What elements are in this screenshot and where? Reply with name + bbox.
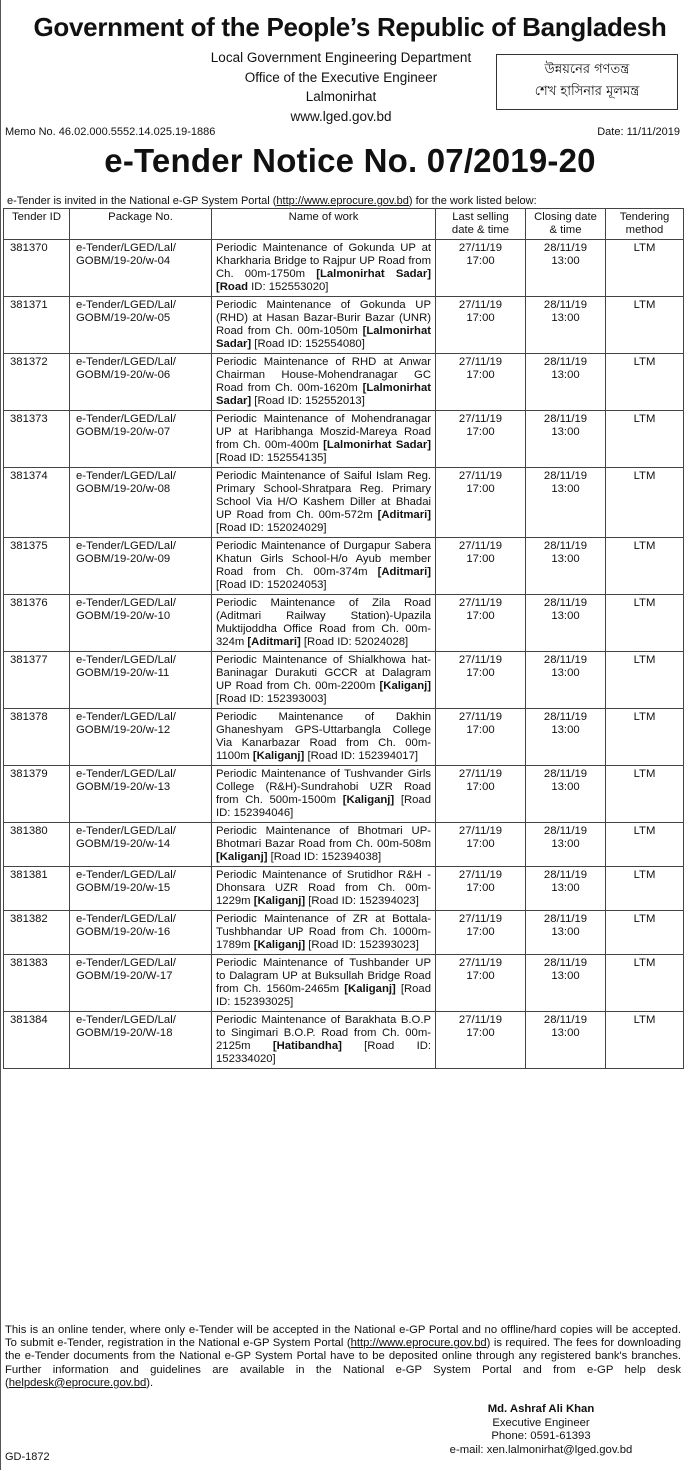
package-no [70,538,212,595]
table-row [4,823,684,867]
tender-method: LTM [606,468,684,538]
office-website: www.lged.gov.bd [290,108,392,124]
last-selling [436,1012,526,1069]
signatory-email: e-mail: xen.lalmonirhat@lged.gov.bd [449,1443,633,1456]
work-road-id: [Road ID: 152393023] [305,939,419,951]
work-name [212,297,436,354]
package-no [70,297,212,354]
last-selling-time: 17:00 [466,1027,495,1039]
table-row [4,911,684,955]
last-selling-date: 27/11/19 [458,654,503,666]
package-line-1: e-Tender/LGED/Lal/ [76,957,176,969]
closing-time: 13:00 [551,926,580,938]
package-line-1: e-Tender/LGED/Lal/ [76,470,176,482]
package-line-2: GOBM/19-20/w-05 [76,312,171,324]
slogan-line-1: উন্নয়নের গণতন্ত্র [544,62,630,77]
tender-method: LTM [606,955,684,1012]
closing [526,911,606,955]
last-selling-time: 17:00 [466,553,495,565]
intro-after: ) for the work listed below: [408,195,537,207]
work-name [212,1012,436,1069]
work-text: Periodic Maintenance of Durgapur Sabera Khatun Girls School-H/o Ayub member Road from Ch. 00m-374m [216,540,431,578]
last-selling-time: 17:00 [466,926,495,938]
closing [526,766,606,823]
col-work-name: Name of work [212,209,436,240]
last-selling [436,538,526,595]
last-selling-date: 27/11/19 [458,540,503,552]
tender-method: LTM [606,538,684,595]
col-closing: Closing date & time [526,209,606,240]
work-road-id: [Road ID: 152394017] [304,750,418,762]
footer-part-1: This is an online tender, where only e-Tender will be accepted in the National e-GP Portal and no offline/hard copies will be accepted. To submit e-Tender, registration in the National e-GP System Portal ( [5,1324,681,1350]
tender-id: 381375 [4,538,70,595]
work-upazila: [Kaliganj] [216,851,268,863]
tender-id: 381378 [4,709,70,766]
work-text: Periodic Maintenance of Barakhata B.O.P to Singimari B.O.P. Road from Ch. 00m-2125m [216,1014,431,1052]
last-selling-date: 27/11/19 [458,299,503,311]
tender-table [3,208,684,1069]
tender-method: LTM [606,354,684,411]
last-selling-time: 17:00 [466,426,495,438]
package-line-2: GOBM/19-20/w-10 [76,610,171,622]
last-selling-time: 17:00 [466,781,495,793]
package-line-1: e-Tender/LGED/Lal/ [76,540,176,552]
tender-id: 381377 [4,652,70,709]
work-road-id: [Road ID: 52024028] [300,636,409,648]
tender-method: LTM [606,595,684,652]
closing-date: 28/11/19 [543,957,588,969]
last-selling [436,595,526,652]
package-line-2: GOBM/19-20/w-14 [76,838,171,850]
work-name [212,595,436,652]
work-upazila: [Kaliganj] [344,983,396,995]
col-package-no: Package No. [70,209,212,240]
last-selling [436,297,526,354]
package-line-2: GOBM/19-20/W-18 [76,1027,173,1039]
last-selling [436,867,526,911]
work-upazila: [Kaliganj] [253,939,306,951]
work-road-id: [Road ID: 152024053] [216,579,327,591]
last-selling-time: 17:00 [466,724,495,736]
tender-id: 381372 [4,354,70,411]
work-upazila: [Kaliganj] [253,895,306,907]
work-upazila: [Lalmonirhat Sadar] [216,382,431,407]
tender-id: 381373 [4,411,70,468]
slogan-box [496,54,678,110]
table-row [4,1012,684,1069]
table-row [4,867,684,911]
notice-date: Date: 11/11/2019 [597,126,680,138]
table-row [4,709,684,766]
closing [526,652,606,709]
tender-id: 381383 [4,955,70,1012]
tender-id: 381370 [4,240,70,297]
work-name [212,468,436,538]
package-line-2: GOBM/19-20/w-11 [76,667,170,679]
closing-time: 13:00 [551,667,580,679]
closing [526,411,606,468]
package-line-2: GOBM/19-20/w-07 [76,426,171,438]
work-text: Periodic Maintenance of Tushvander Girls College (R&H)-Sundrahobi UZR Road from Ch. 500m-1500m [216,768,431,806]
intro-before: e-Tender is invited in the National e-GP System Portal ( [7,195,277,207]
slogan-line-2: শেখ হাসিনার মূলমন্ত্র [534,84,640,99]
closing-time: 13:00 [551,882,580,894]
work-text: Periodic Maintenance of Dakhin Ghaneshyam GPS-Uttarbangla College Via Kanarbazar Road from Ch. 00m-1100m [216,711,431,762]
department-name: Local Government Engineering Department [210,50,472,65]
package-no [70,867,212,911]
closing-time: 13:00 [551,838,580,850]
closing-time: 13:00 [551,970,580,982]
work-name [212,411,436,468]
work-upazila: [Aditmari] [377,566,431,578]
work-upazila: [Kaliganj] [342,794,395,806]
helpdesk-email-link[interactable]: helpdesk@eprocure.gov.bd [8,1376,147,1389]
last-selling-date: 27/11/19 [458,957,503,969]
closing [526,823,606,867]
tender-id: 381382 [4,911,70,955]
tender-id: 381379 [4,766,70,823]
work-text: Periodic Maintenance of Tushbander UP to Dalagram UP at Buksullah Bridge Road from Ch. 1560m-2465m [216,957,431,995]
work-road-id: [Road ID: 152554080] [251,338,365,350]
work-road-id: ID: 152553020] [248,281,329,293]
work-road-id: [Road ID: 152552013] [251,395,365,407]
memo-number: Memo No. 46.02.000.5552.14.025.19-1886 [5,126,216,138]
closing [526,595,606,652]
work-name [212,867,436,911]
table-row [4,652,684,709]
closing-time: 13:00 [551,781,580,793]
closing-date: 28/11/19 [543,768,588,780]
tender-method: LTM [606,652,684,709]
last-selling-date: 27/11/19 [458,1014,503,1026]
last-selling-date: 27/11/19 [458,711,503,723]
package-no [70,240,212,297]
package-line-2: GOBM/19-20/w-16 [76,926,171,938]
package-line-1: e-Tender/LGED/Lal/ [76,1014,176,1026]
last-selling-date: 27/11/19 [458,825,503,837]
closing-date: 28/11/19 [543,597,588,609]
tender-rows [4,240,684,1069]
package-line-1: e-Tender/LGED/Lal/ [76,825,176,837]
closing-date: 28/11/19 [543,242,588,254]
last-selling-date: 27/11/19 [458,869,503,881]
footer-text [5,1324,681,1390]
last-selling-time: 17:00 [466,369,495,381]
package-line-1: e-Tender/LGED/Lal/ [76,768,176,780]
signatory-phone: Phone: 0591-61393 [491,1430,591,1442]
package-line-1: e-Tender/LGED/Lal/ [76,654,176,666]
gd-number: GD-1872 [5,1451,50,1463]
last-selling-date: 27/11/19 [458,356,503,368]
package-no [70,709,212,766]
closing-time: 13:00 [551,724,580,736]
table-row [4,766,684,823]
work-text: Periodic Maintenance of Shialkhowa hat-Baninagar Durakuti GCCR at Dalagram UP Road from Ch. 00m-2200m [216,654,431,692]
office-name: Office of the Executive Engineer [244,69,438,85]
work-upazila: [Hatibandha] [272,1040,342,1052]
work-road-id: [Road ID: 152554135] [216,452,327,464]
package-no [70,411,212,468]
last-selling-time: 17:00 [466,610,495,622]
work-upazila: [Aditmari] [377,509,431,521]
closing-time: 13:00 [551,553,580,565]
footer-part-3: ). [146,1376,154,1389]
work-name [212,823,436,867]
eprocure-link[interactable]: http://www.eprocure.gov.bd [276,195,409,207]
work-text: Periodic Maintenance of Gokunda UP (RHD) at Hasan Bazar-Burir Bazar (UNR) Road from Ch. 00m-1050m [216,299,431,337]
tender-id: 381371 [4,297,70,354]
table-row [4,538,684,595]
closing [526,867,606,911]
package-no [70,766,212,823]
last-selling-time: 17:00 [466,667,495,679]
package-line-2: GOBM/19-20/w-09 [76,553,171,565]
col-last-selling: Last selling date & time [436,209,526,240]
intro-text [7,195,537,207]
last-selling [436,911,526,955]
tender-method: LTM [606,823,684,867]
closing-time: 13:00 [551,1027,580,1039]
package-line-2: GOBM/19-20/w-04 [76,255,171,267]
last-selling [436,823,526,867]
closing-date: 28/11/19 [543,356,588,368]
work-text: Periodic Maintenance of Gokunda UP at Kharkharia Bridge to Rajpur UP Road from Ch. 00m-1750m [216,242,431,280]
work-road-id: [Road ID: 152024029] [216,522,327,534]
work-name [212,955,436,1012]
last-selling-date: 27/11/19 [458,597,503,609]
closing-time: 13:00 [551,483,580,495]
signatory-name: Md. Ashraf Ali Khan [487,1403,595,1415]
last-selling-date: 27/11/19 [458,413,503,425]
package-line-2: GOBM/19-20/w-13 [76,781,171,793]
work-name [212,766,436,823]
tender-method: LTM [606,766,684,823]
last-selling [436,955,526,1012]
office-block [161,48,521,126]
package-no [70,1012,212,1069]
last-selling [436,411,526,468]
notice-title: e-Tender Notice No. 07/2019-20 [104,142,596,179]
table-row [4,297,684,354]
table-header-row [4,209,684,240]
closing [526,955,606,1012]
last-selling-date: 27/11/19 [458,242,503,254]
last-selling [436,652,526,709]
footer-eprocure-link[interactable]: http://www.eprocure.gov.bd [350,1337,487,1350]
package-line-1: e-Tender/LGED/Lal/ [76,413,176,425]
col-tender-id: Tender ID [4,209,70,240]
package-no [70,823,212,867]
closing [526,240,606,297]
package-line-1: e-Tender/LGED/Lal/ [76,711,176,723]
last-selling-date: 27/11/19 [458,913,503,925]
work-text: Periodic Maintenance of Mohendranagar UP at Haribhanga Moszid-Mareya Road from Ch. 00m-400m [216,413,431,451]
work-upazila: [Kaliganj] [252,750,305,762]
government-heading: Government of the People’s Republic of Bangladesh [33,12,667,42]
package-line-1: e-Tender/LGED/Lal/ [76,913,176,925]
closing-date: 28/11/19 [543,825,588,837]
work-text: Periodic Maintenance of ZR at Bottala-Tushbhandar UP Road from Ch. 1000m-1789m [216,913,431,951]
signatory-designation: Executive Engineer [492,1416,590,1429]
closing-time: 13:00 [551,369,580,381]
work-name [212,354,436,411]
last-selling-time: 17:00 [466,255,495,267]
work-upazila: [Lalmonirhat Sadar] [216,325,431,350]
closing [526,538,606,595]
last-selling-time: 17:00 [466,312,495,324]
work-name [212,538,436,595]
work-text: Periodic Maintenance of Srutidhor R&H - Dhonsara UZR Road from Ch. 00m-1229m [216,869,431,907]
work-upazila: [Aditmari] [247,636,301,648]
closing-date: 28/11/19 [543,711,588,723]
package-no [70,652,212,709]
closing-time: 13:00 [551,255,580,267]
package-no [70,595,212,652]
work-text: Periodic Maintenance of Bhotmari UP-Bhotmari Bazar Road from Ch. 00m-508m [216,825,431,850]
last-selling [436,766,526,823]
work-road-id: [Road ID: 152393003] [216,693,327,705]
work-road-id: [Road ID: 152394023] [305,895,419,907]
last-selling [436,468,526,538]
table-row [4,468,684,538]
package-line-2: GOBM/19-20/w-12 [76,724,171,736]
work-name [212,709,436,766]
closing-date: 28/11/19 [543,1014,588,1026]
work-road-id: [Road ID: 152334020] [216,1040,432,1065]
last-selling-time: 17:00 [466,970,495,982]
closing-date: 28/11/19 [543,299,588,311]
package-line-2: GOBM/19-20/W-17 [76,970,173,982]
closing-date: 28/11/19 [543,654,588,666]
col-method: Tendering method [606,209,684,240]
work-upazila: [Lalmonirhat Sadar] [Road [216,268,431,293]
footer-part-2: ) is required. The fees for downloading the e-Tender documents from the National e-GP System Portal have to be deposited online through any registered bank's branches. Further information and guidelines are available in the National e-GP System Portal and from e-GP help desk ( [5,1337,681,1389]
closing [526,709,606,766]
tender-id: 381374 [4,468,70,538]
last-selling-date: 27/11/19 [458,470,503,482]
closing-date: 28/11/19 [543,413,588,425]
table-row [4,955,684,1012]
package-line-1: e-Tender/LGED/Lal/ [76,242,176,254]
tender-method: LTM [606,709,684,766]
tender-id: 381381 [4,867,70,911]
last-selling [436,240,526,297]
work-road-id: [Road ID: 152394038] [267,851,382,863]
package-no [70,354,212,411]
tender-method: LTM [606,867,684,911]
work-text: Periodic Maintenance of RHD at Anwar Chairman House-Mohendranagar GC Road from Ch. 00m-1620m [216,356,431,394]
closing-date: 28/11/19 [543,470,588,482]
package-no [70,911,212,955]
package-line-1: e-Tender/LGED/Lal/ [76,299,176,311]
signature-block [441,1403,641,1457]
closing [526,468,606,538]
package-line-1: e-Tender/LGED/Lal/ [76,356,176,368]
closing [526,1012,606,1069]
tender-id: 381384 [4,1012,70,1069]
closing-date: 28/11/19 [543,540,588,552]
work-upazila: [Kaliganj] [379,680,431,692]
table-row [4,411,684,468]
table-row [4,240,684,297]
package-line-2: GOBM/19-20/w-08 [76,483,171,495]
package-line-1: e-Tender/LGED/Lal/ [76,597,176,609]
work-name [212,652,436,709]
closing-time: 13:00 [551,426,580,438]
table-row [4,595,684,652]
office-location: Lalmonirhat [305,89,377,104]
last-selling [436,709,526,766]
tender-method: LTM [606,297,684,354]
last-selling-date: 27/11/19 [458,768,503,780]
package-no [70,468,212,538]
last-selling-time: 17:00 [466,838,495,850]
package-line-2: GOBM/19-20/w-15 [76,882,171,894]
closing-time: 13:00 [551,312,580,324]
work-road-id: [Road ID: 152394046] [216,794,431,819]
closing [526,297,606,354]
closing-date: 28/11/19 [543,913,588,925]
tender-method: LTM [606,1012,684,1069]
closing-date: 28/11/19 [543,869,588,881]
work-upazila: [Lalmonirhat Sadar] [323,439,431,451]
work-text: Periodic Maintenance of Zila Road (Aditmari Railway Station)-Upazila Muktijoddha Office Road from Ch. 00m-324m [216,597,431,648]
tender-method: LTM [606,411,684,468]
tender-id: 381380 [4,823,70,867]
closing [526,354,606,411]
package-line-2: GOBM/19-20/w-06 [76,369,171,381]
tender-method: LTM [606,240,684,297]
last-selling [436,354,526,411]
work-text: Periodic Maintenance of Saiful Islam Reg. Primary School-Shratpara Reg. Primary School Via H/O Kashem Diller at Bhadai UP Road from Ch. 00m-572m [216,470,431,521]
work-name [212,240,436,297]
work-name [212,911,436,955]
last-selling-time: 17:00 [466,483,495,495]
work-road-id: [Road ID: 152393025] [216,983,431,1008]
tender-id: 381376 [4,595,70,652]
package-line-1: e-Tender/LGED/Lal/ [76,869,176,881]
last-selling-time: 17:00 [466,882,495,894]
table-row [4,354,684,411]
tender-method: LTM [606,911,684,955]
closing-time: 13:00 [551,610,580,622]
package-no [70,955,212,1012]
